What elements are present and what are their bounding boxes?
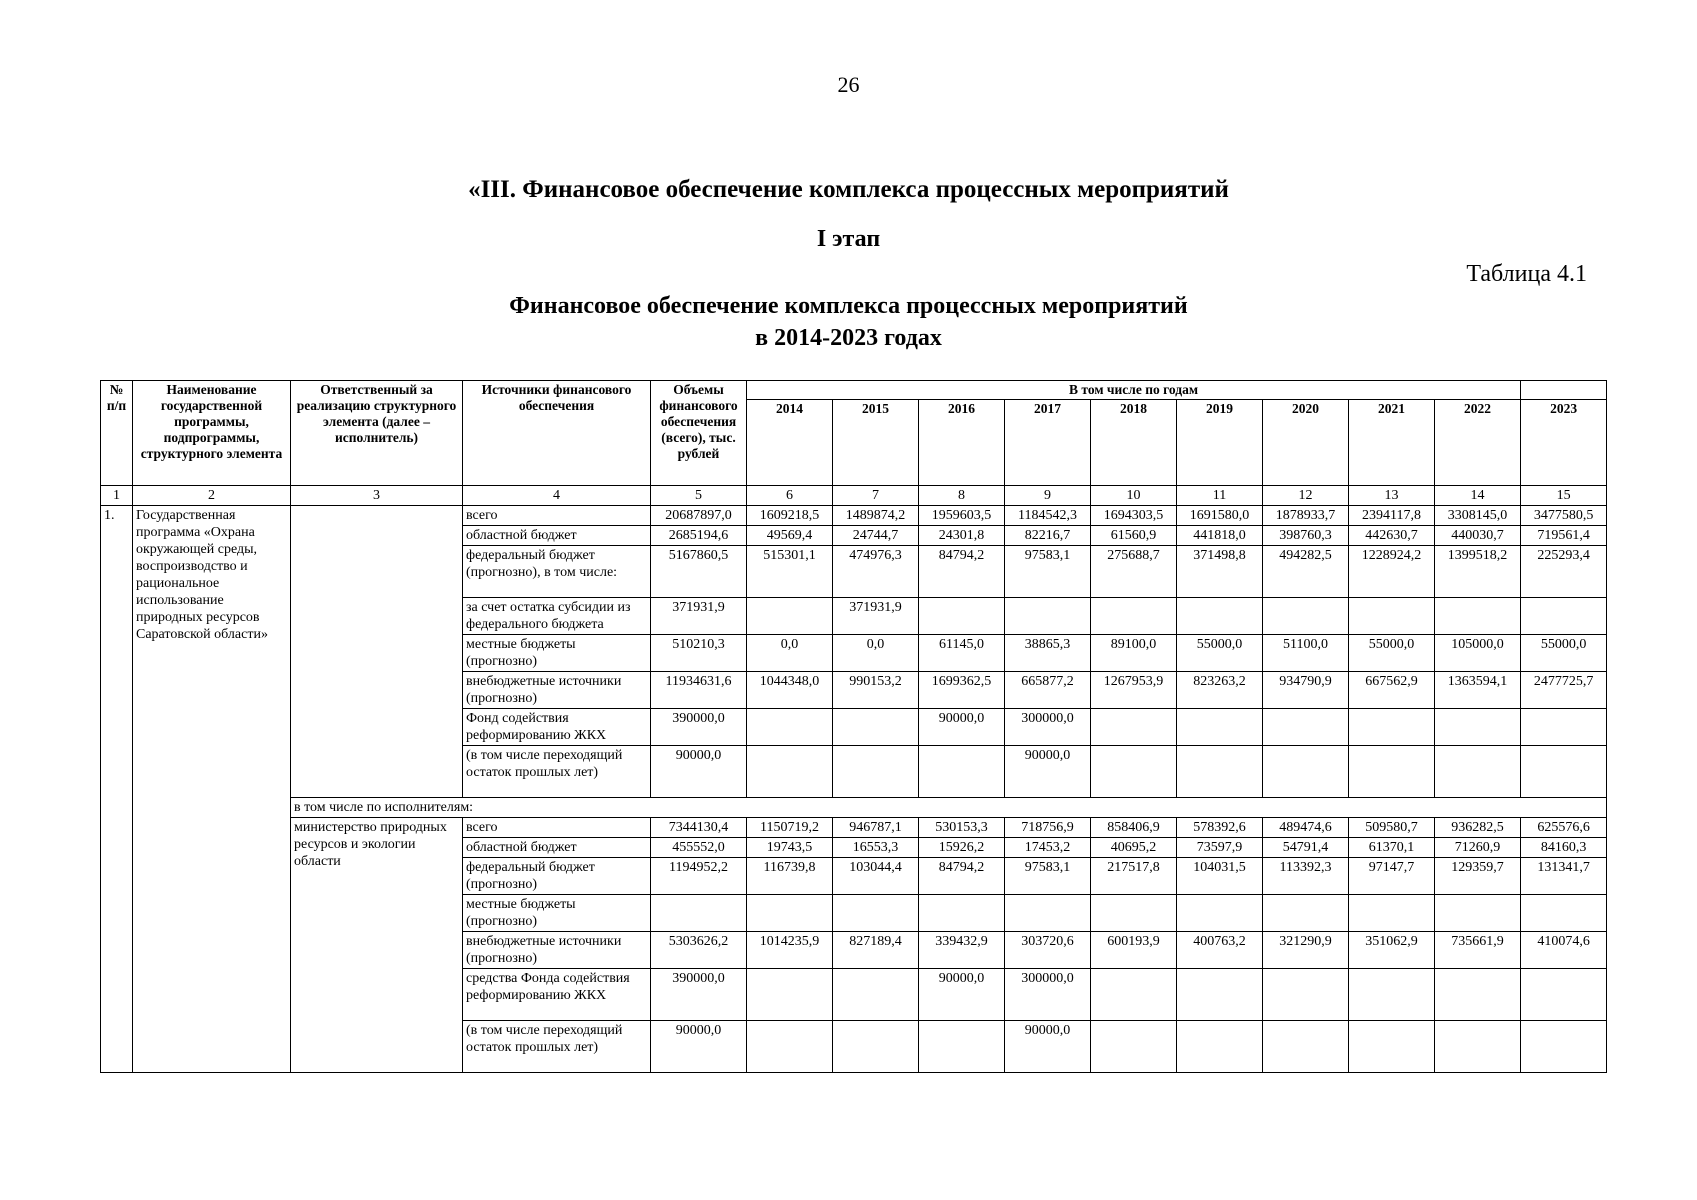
year-value-cell xyxy=(1263,895,1349,932)
year-value-cell: 3477580,5 xyxy=(1521,506,1607,526)
year-value-cell: 61145,0 xyxy=(919,635,1005,672)
year-value-cell xyxy=(1091,895,1177,932)
source-cell: внебюджетные источники (прогнозно) xyxy=(463,932,651,969)
table-title-line-2: в 2014-2023 годах xyxy=(755,325,942,351)
column-number-cell: 14 xyxy=(1435,486,1521,506)
source-cell: областной бюджет xyxy=(463,838,651,858)
year-value-cell: 1150719,2 xyxy=(747,818,833,838)
year-value-cell: 735661,9 xyxy=(1435,932,1521,969)
year-value-cell xyxy=(1349,969,1435,1021)
year-value-cell: 410074,6 xyxy=(1521,932,1607,969)
year-value-cell: 1489874,2 xyxy=(833,506,919,526)
year-value-cell xyxy=(1435,1021,1521,1073)
program-name: Государственная программа «Охрана окружающей среды, воспроизводство и рациональное использование природных ресурсов Саратовской области» xyxy=(133,506,291,1073)
year-value-cell xyxy=(1177,746,1263,798)
year-value-cell: 578392,6 xyxy=(1177,818,1263,838)
year-value-cell: 51100,0 xyxy=(1263,635,1349,672)
source-cell: федеральный бюджет (прогнозно), в том числе: xyxy=(463,546,651,598)
year-value-cell xyxy=(1521,709,1607,746)
year-value-cell xyxy=(1263,746,1349,798)
year-value-cell xyxy=(1435,746,1521,798)
year-value-cell xyxy=(1435,598,1521,635)
total-volume-cell: 5167860,5 xyxy=(651,546,747,598)
header-year: 2017 xyxy=(1005,400,1091,486)
source-cell: местные бюджеты (прогнозно) xyxy=(463,635,651,672)
year-value-cell: 38865,3 xyxy=(1005,635,1091,672)
year-value-cell: 55000,0 xyxy=(1521,635,1607,672)
year-value-cell xyxy=(747,895,833,932)
year-value-cell: 625576,6 xyxy=(1521,818,1607,838)
year-value-cell: 440030,7 xyxy=(1435,526,1521,546)
year-value-cell xyxy=(1177,895,1263,932)
year-value-cell: 61560,9 xyxy=(1091,526,1177,546)
year-value-cell xyxy=(1091,746,1177,798)
year-value-cell: 946787,1 xyxy=(833,818,919,838)
year-value-cell xyxy=(1005,598,1091,635)
year-value-cell: 300000,0 xyxy=(1005,709,1091,746)
year-value-cell: 2477725,7 xyxy=(1521,672,1607,709)
header-year: 2022 xyxy=(1435,400,1521,486)
year-value-cell xyxy=(1263,969,1349,1021)
year-value-cell xyxy=(833,1021,919,1073)
year-value-cell: 990153,2 xyxy=(833,672,919,709)
header-year: 2021 xyxy=(1349,400,1435,486)
executors-label-row xyxy=(101,798,1607,818)
year-value-cell: 1878933,7 xyxy=(1263,506,1349,526)
year-value-cell xyxy=(1349,709,1435,746)
year-value-cell: 718756,9 xyxy=(1005,818,1091,838)
year-value-cell: 97147,7 xyxy=(1349,858,1435,895)
table-label: Таблица 4.1 xyxy=(1466,261,1587,287)
year-value-cell: 494282,5 xyxy=(1263,546,1349,598)
year-value-cell: 82216,7 xyxy=(1005,526,1091,546)
column-number-cell: 5 xyxy=(651,486,747,506)
total-volume-cell: 90000,0 xyxy=(651,746,747,798)
year-value-cell: 474976,3 xyxy=(833,546,919,598)
year-value-cell: 1691580,0 xyxy=(1177,506,1263,526)
source-cell: федеральный бюджет (прогнозно) xyxy=(463,858,651,895)
year-value-cell xyxy=(747,709,833,746)
year-value-cell xyxy=(1521,895,1607,932)
source-cell: средства Фонда содействия реформированию ЖКХ xyxy=(463,969,651,1021)
year-value-cell: 97583,1 xyxy=(1005,546,1091,598)
year-value-cell: 442630,7 xyxy=(1349,526,1435,546)
source-cell: внебюджетные источники (прогнозно) xyxy=(463,672,651,709)
year-value-cell: 509580,7 xyxy=(1349,818,1435,838)
year-value-cell xyxy=(1349,895,1435,932)
total-volume-cell: 510210,3 xyxy=(651,635,747,672)
year-value-cell: 665877,2 xyxy=(1005,672,1091,709)
year-value-cell: 600193,9 xyxy=(1091,932,1177,969)
year-value-cell: 823263,2 xyxy=(1177,672,1263,709)
total-volume-cell: 7344130,4 xyxy=(651,818,747,838)
year-value-cell: 90000,0 xyxy=(1005,746,1091,798)
year-value-cell xyxy=(833,746,919,798)
column-number-row xyxy=(101,486,1607,506)
year-value-cell: 1363594,1 xyxy=(1435,672,1521,709)
column-number-cell: 13 xyxy=(1349,486,1435,506)
year-value-cell: 55000,0 xyxy=(1177,635,1263,672)
year-value-cell xyxy=(1091,1021,1177,1073)
year-value-cell: 15926,2 xyxy=(919,838,1005,858)
column-number-cell: 8 xyxy=(919,486,1005,506)
year-value-cell xyxy=(833,895,919,932)
year-value-cell: 2394117,8 xyxy=(1349,506,1435,526)
table-title xyxy=(0,290,1697,354)
year-value-cell: 3308145,0 xyxy=(1435,506,1521,526)
header-year: 2015 xyxy=(833,400,919,486)
year-value-cell xyxy=(1091,598,1177,635)
year-value-cell xyxy=(1435,709,1521,746)
program-responsible-cell xyxy=(291,506,463,798)
year-value-cell xyxy=(747,1021,833,1073)
year-value-cell xyxy=(1091,969,1177,1021)
column-number-cell: 3 xyxy=(291,486,463,506)
year-value-cell: 97583,1 xyxy=(1005,858,1091,895)
year-value-cell: 1014235,9 xyxy=(747,932,833,969)
year-value-cell xyxy=(1349,598,1435,635)
year-value-cell xyxy=(919,895,1005,932)
year-value-cell: 17453,2 xyxy=(1005,838,1091,858)
year-value-cell xyxy=(1435,969,1521,1021)
year-value-cell xyxy=(833,709,919,746)
year-value-cell: 667562,9 xyxy=(1349,672,1435,709)
total-volume-cell: 20687897,0 xyxy=(651,506,747,526)
year-value-cell: 71260,9 xyxy=(1435,838,1521,858)
year-value-cell: 217517,8 xyxy=(1091,858,1177,895)
header-row-1 xyxy=(101,381,1607,400)
year-value-cell xyxy=(919,1021,1005,1073)
year-value-cell: 275688,7 xyxy=(1091,546,1177,598)
year-value-cell: 24744,7 xyxy=(833,526,919,546)
year-value-cell xyxy=(1521,1021,1607,1073)
total-volume-cell: 371931,9 xyxy=(651,598,747,635)
year-value-cell: 827189,4 xyxy=(833,932,919,969)
year-value-cell xyxy=(919,746,1005,798)
year-value-cell: 89100,0 xyxy=(1091,635,1177,672)
year-value-cell xyxy=(1177,1021,1263,1073)
year-value-cell xyxy=(747,746,833,798)
source-cell: местные бюджеты (прогнозно) xyxy=(463,895,651,932)
year-value-cell: 90000,0 xyxy=(1005,1021,1091,1073)
year-value-cell: 105000,0 xyxy=(1435,635,1521,672)
source-cell: всего xyxy=(463,818,651,838)
year-value-cell xyxy=(1349,746,1435,798)
column-number-cell: 6 xyxy=(747,486,833,506)
header-year: 2014 xyxy=(747,400,833,486)
year-value-cell xyxy=(1349,1021,1435,1073)
year-value-cell: 1959603,5 xyxy=(919,506,1005,526)
year-value-cell: 300000,0 xyxy=(1005,969,1091,1021)
year-value-cell xyxy=(833,969,919,1021)
year-value-cell: 116739,8 xyxy=(747,858,833,895)
year-value-cell: 129359,7 xyxy=(1435,858,1521,895)
year-value-cell: 398760,3 xyxy=(1263,526,1349,546)
year-value-cell xyxy=(1521,746,1607,798)
year-value-cell: 1267953,9 xyxy=(1091,672,1177,709)
year-value-cell: 321290,9 xyxy=(1263,932,1349,969)
year-value-cell xyxy=(1177,709,1263,746)
year-value-cell: 84794,2 xyxy=(919,546,1005,598)
financing-table xyxy=(100,380,1607,1073)
year-value-cell xyxy=(1263,598,1349,635)
table-body xyxy=(101,486,1607,1073)
year-value-cell: 351062,9 xyxy=(1349,932,1435,969)
year-value-cell: 303720,6 xyxy=(1005,932,1091,969)
column-number-cell: 9 xyxy=(1005,486,1091,506)
header-year: 2020 xyxy=(1263,400,1349,486)
header-blank xyxy=(1521,381,1607,400)
total-volume-cell: 390000,0 xyxy=(651,969,747,1021)
year-value-cell: 55000,0 xyxy=(1349,635,1435,672)
year-value-cell: 103044,4 xyxy=(833,858,919,895)
year-value-cell: 84794,2 xyxy=(919,858,1005,895)
page-number: 26 xyxy=(837,72,860,97)
year-value-cell: 16553,3 xyxy=(833,838,919,858)
source-cell: всего xyxy=(463,506,651,526)
year-value-cell: 1609218,5 xyxy=(747,506,833,526)
year-value-cell: 371498,8 xyxy=(1177,546,1263,598)
year-value-cell: 84160,3 xyxy=(1521,838,1607,858)
source-cell: за счет остатка субсидии из федерального бюджета xyxy=(463,598,651,635)
year-value-cell: 90000,0 xyxy=(919,709,1005,746)
year-value-cell xyxy=(1005,895,1091,932)
executors-label: в том числе по исполнителям: xyxy=(291,798,1607,818)
year-value-cell xyxy=(1263,1021,1349,1073)
column-number-cell: 7 xyxy=(833,486,919,506)
source-cell: (в том числе переходящий остаток прошлых лет) xyxy=(463,1021,651,1073)
year-value-cell xyxy=(1177,598,1263,635)
header-sources: Источники финансового обеспечения xyxy=(463,381,651,486)
source-cell: Фонд содействия реформированию ЖКХ xyxy=(463,709,651,746)
total-volume-cell: 455552,0 xyxy=(651,838,747,858)
year-value-cell xyxy=(1177,969,1263,1021)
year-value-cell: 1228924,2 xyxy=(1349,546,1435,598)
year-value-cell: 858406,9 xyxy=(1091,818,1177,838)
year-value-cell: 1694303,5 xyxy=(1091,506,1177,526)
header-responsible: Ответственный за реализацию структурного элемента (далее – исполнитель) xyxy=(291,381,463,486)
year-value-cell: 131341,7 xyxy=(1521,858,1607,895)
header-volume: Объемы финансового обеспечения (всего), тыс. рублей xyxy=(651,381,747,486)
year-value-cell xyxy=(747,969,833,1021)
year-value-cell: 371931,9 xyxy=(833,598,919,635)
total-volume-cell: 2685194,6 xyxy=(651,526,747,546)
year-value-cell: 61370,1 xyxy=(1349,838,1435,858)
executor-name: министерство природных ресурсов и экологии области xyxy=(291,818,463,1073)
total-volume-cell xyxy=(651,895,747,932)
column-number-cell: 2 xyxy=(133,486,291,506)
program-row xyxy=(101,506,1607,526)
year-value-cell: 0,0 xyxy=(833,635,919,672)
header-year: 2016 xyxy=(919,400,1005,486)
year-value-cell: 104031,5 xyxy=(1177,858,1263,895)
year-value-cell: 400763,2 xyxy=(1177,932,1263,969)
year-value-cell: 19743,5 xyxy=(747,838,833,858)
year-value-cell: 1044348,0 xyxy=(747,672,833,709)
column-number-cell: 4 xyxy=(463,486,651,506)
header-year: 2018 xyxy=(1091,400,1177,486)
table-title-line-1: Финансовое обеспечение комплекса процессных мероприятий xyxy=(509,293,1188,319)
header-year: 2023 xyxy=(1521,400,1607,486)
year-value-cell: 1184542,3 xyxy=(1005,506,1091,526)
year-value-cell: 225293,4 xyxy=(1521,546,1607,598)
year-value-cell: 719561,4 xyxy=(1521,526,1607,546)
source-cell: областной бюджет xyxy=(463,526,651,546)
year-value-cell xyxy=(1435,895,1521,932)
column-number-cell: 10 xyxy=(1091,486,1177,506)
year-value-cell xyxy=(1091,709,1177,746)
year-value-cell: 54791,4 xyxy=(1263,838,1349,858)
header-num: № п/п xyxy=(101,381,133,486)
program-number: 1. xyxy=(101,506,133,1073)
header-name: Наименование государственной программы, подпрограммы, структурного элемента xyxy=(133,381,291,486)
column-number-cell: 11 xyxy=(1177,486,1263,506)
total-volume-cell: 390000,0 xyxy=(651,709,747,746)
total-volume-cell: 5303626,2 xyxy=(651,932,747,969)
year-value-cell: 49569,4 xyxy=(747,526,833,546)
header-year: 2019 xyxy=(1177,400,1263,486)
executor-row xyxy=(101,818,1607,838)
year-value-cell: 90000,0 xyxy=(919,969,1005,1021)
source-cell: (в том числе переходящий остаток прошлых лет) xyxy=(463,746,651,798)
total-volume-cell: 11934631,6 xyxy=(651,672,747,709)
year-value-cell xyxy=(919,598,1005,635)
column-number-cell: 15 xyxy=(1521,486,1607,506)
year-value-cell xyxy=(1263,709,1349,746)
year-value-cell: 1399518,2 xyxy=(1435,546,1521,598)
column-number-cell: 12 xyxy=(1263,486,1349,506)
year-value-cell: 489474,6 xyxy=(1263,818,1349,838)
year-value-cell: 1699362,5 xyxy=(919,672,1005,709)
year-value-cell: 113392,3 xyxy=(1263,858,1349,895)
stage-title: I этап xyxy=(816,226,881,252)
year-value-cell: 40695,2 xyxy=(1091,838,1177,858)
year-value-cell: 24301,8 xyxy=(919,526,1005,546)
total-volume-cell: 1194952,2 xyxy=(651,858,747,895)
year-value-cell: 936282,5 xyxy=(1435,818,1521,838)
year-value-cell xyxy=(1521,598,1607,635)
year-value-cell: 530153,3 xyxy=(919,818,1005,838)
total-volume-cell: 90000,0 xyxy=(651,1021,747,1073)
header-by-years: В том числе по годам xyxy=(747,381,1521,400)
year-value-cell: 515301,1 xyxy=(747,546,833,598)
year-value-cell: 339432,9 xyxy=(919,932,1005,969)
year-value-cell: 73597,9 xyxy=(1177,838,1263,858)
column-number-cell: 1 xyxy=(101,486,133,506)
section-title: «III. Финансовое обеспечение комплекса процессных мероприятий xyxy=(468,176,1229,203)
year-value-cell: 934790,9 xyxy=(1263,672,1349,709)
year-value-cell xyxy=(1521,969,1607,1021)
year-value-cell: 441818,0 xyxy=(1177,526,1263,546)
year-value-cell: 0,0 xyxy=(747,635,833,672)
year-value-cell xyxy=(747,598,833,635)
